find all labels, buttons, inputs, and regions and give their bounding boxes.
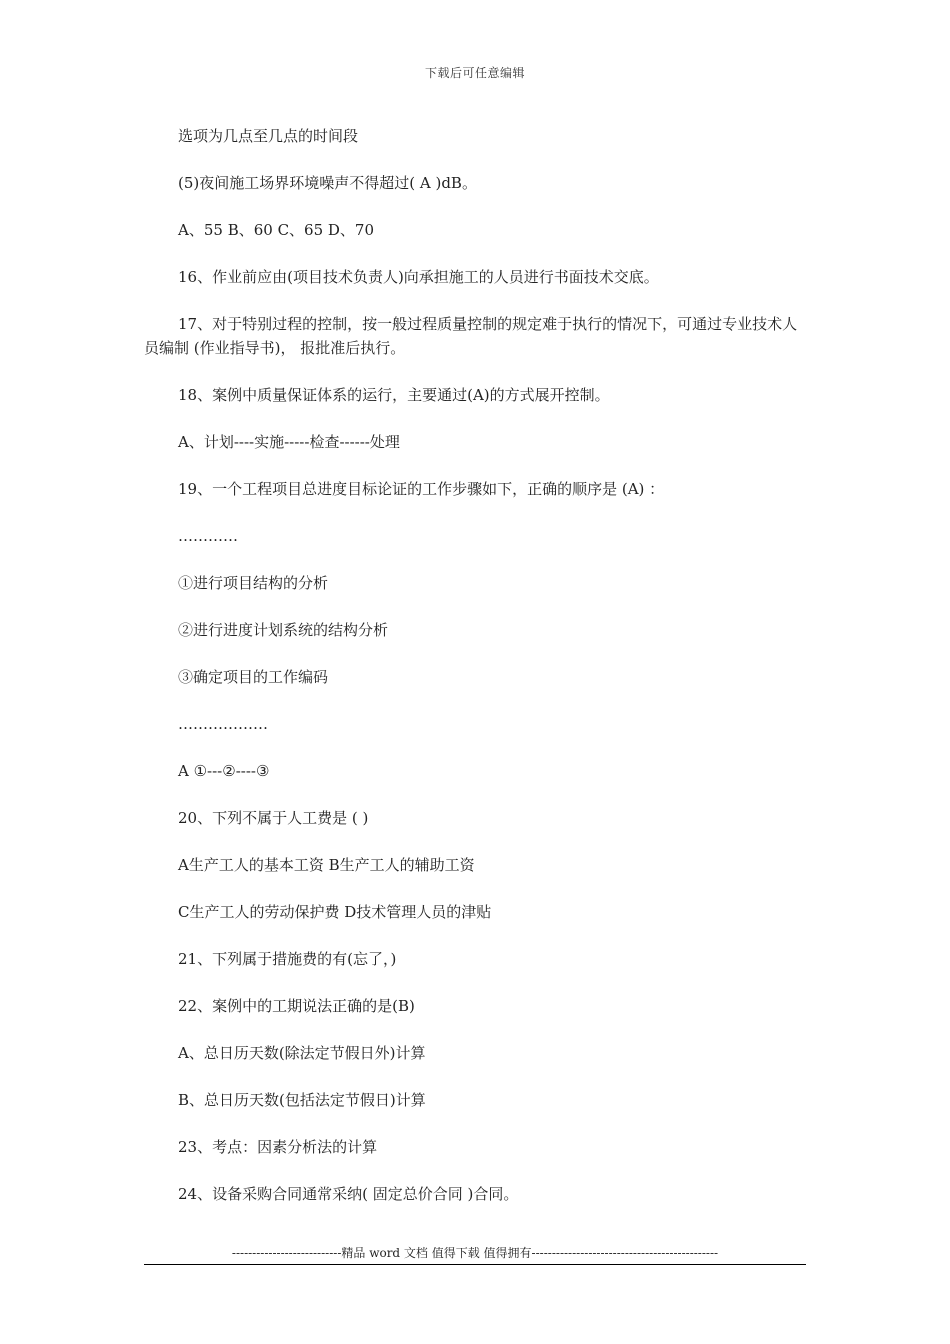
paragraph: C生产工人的劳动保护费 D技术管理人员的津贴: [178, 903, 492, 921]
paragraph: 22、案例中的工期说法正确的是(B): [178, 997, 415, 1015]
paragraph: 19、一个工程项目总进度目标论证的工作步骤如下，正确的顺序是 (A) ：: [178, 480, 665, 498]
paragraph: ………………: [178, 715, 268, 733]
paragraph: 16、作业前应由(项目技术负责人)向承担施工的人员进行书面技术交底。: [178, 268, 659, 286]
paragraph: 23、考点：因素分析法的计算: [178, 1138, 378, 1156]
paragraph: ③确定项目的工作编码: [178, 668, 329, 686]
paragraph: 选项为几点至几点的时间段: [178, 127, 359, 145]
paragraph: (5)夜间施工场界环境噪声不得超过( A )dB。: [178, 174, 477, 192]
paragraph: …………: [178, 527, 238, 545]
document-body: [144, 124, 806, 1229]
paragraph: ①进行项目结构的分析: [178, 574, 329, 592]
paragraph: 20、下列不属于人工费是 ( ): [178, 809, 369, 827]
paragraph: A生产工人的基本工资 B生产工人的辅助工资: [178, 856, 475, 874]
paragraph: 21、下列属于措施费的有(忘了，): [178, 950, 397, 968]
paragraph: A、计划----实施-----检查------处理: [178, 433, 400, 451]
paragraph: 24、设备采购合同通常采纳( 固定总价合同 )合同。: [178, 1185, 519, 1203]
paragraph: B、总日历天数(包括法定节假日)计算: [178, 1091, 426, 1109]
page-header: 下载后可任意编辑: [424, 66, 525, 80]
paragraph: A、55 B、60 C、65 D、70: [178, 221, 375, 239]
paragraph: ②进行进度计划系统的结构分析: [178, 621, 389, 639]
paragraph: A、总日历天数(除法定节假日外)计算: [178, 1044, 426, 1062]
paragraph: 18、案例中质量保证体系的运行，主要通过(A)的方式展开控制。: [178, 386, 610, 404]
paragraph: 17、对于特别过程的控制，按一般过程质量控制的规定难于执行的情况下，可通过专业技术人员编制 (作业指导书)， 报批准后执行。: [144, 315, 798, 357]
paragraph: A ①---②----③: [178, 762, 270, 780]
page-footer: ---------------------------精品 word 文档 值得下载 值得拥有----------------------------------------------: [144, 1244, 806, 1265]
